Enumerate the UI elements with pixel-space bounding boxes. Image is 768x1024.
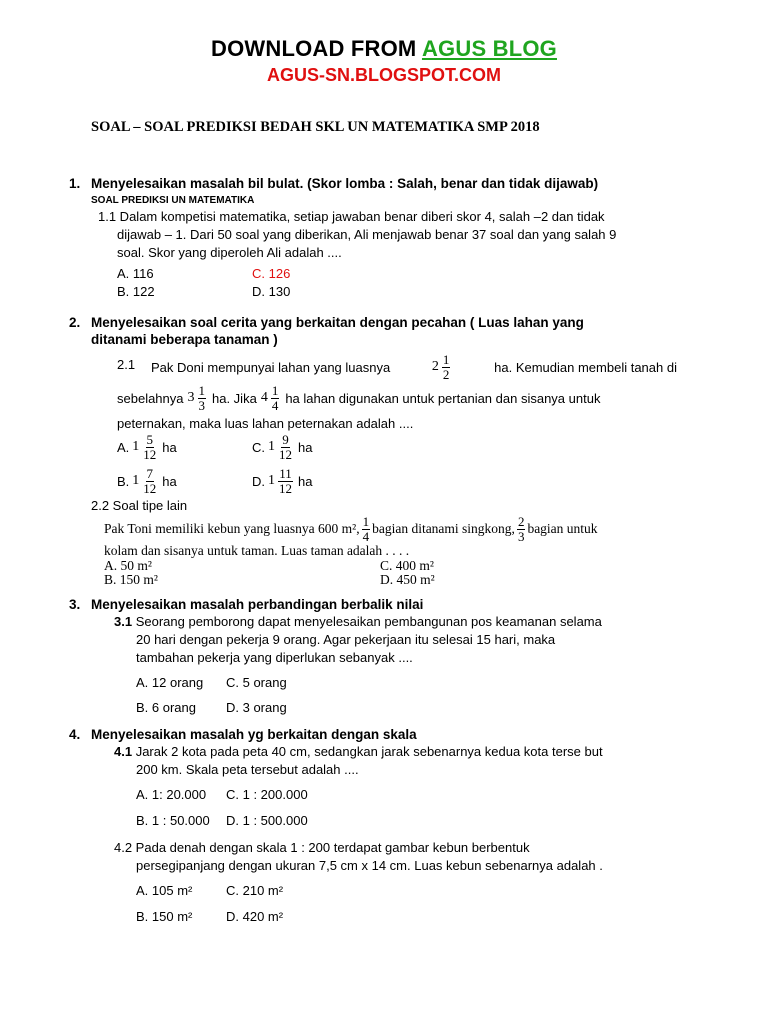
q4-2-line-1: 4.2 Pada denah dengan skala 1 : 200 terdapat gambar kebun berbentuk xyxy=(114,840,530,855)
q3-1-line-3: tambahan pekerja yang diperlukan sebanyak .... xyxy=(136,650,413,665)
q4-2-line-2: persegipanjang dengan ukuran 7,5 cm x 14 cm. Luas kebun sebenarnya adalah . xyxy=(136,858,603,873)
q1-1-line-3: soal. Skor yang diperoleh Ali adalah .... xyxy=(117,245,342,260)
fraction-numerator: 7 xyxy=(146,465,154,481)
q4-1-line-1-text: Jarak 2 kota pada peta 40 cm, sedangkan jarak sebenarnya kedua kota terse but xyxy=(135,744,603,759)
banner-blog-link[interactable]: AGUS BLOG xyxy=(421,36,557,61)
fraction-denominator: 2 xyxy=(442,366,450,382)
q1-1-option-b: B. 122 xyxy=(117,284,155,299)
fraction-numerator: 1 xyxy=(442,351,450,367)
fraction-numerator: 2 xyxy=(517,513,525,529)
fraction-numerator: 1 xyxy=(198,382,205,398)
banner-prefix: DOWNLOAD FROM xyxy=(211,36,422,61)
option-letter: C. xyxy=(252,439,265,455)
q4-1-option-c: C. 1 : 200.000 xyxy=(226,787,308,802)
q4-2-option-c: C. 210 m² xyxy=(226,883,284,898)
fraction-denominator: 12 xyxy=(143,446,157,462)
q2-1-option-c xyxy=(252,432,312,462)
mixed-whole: 1 xyxy=(132,439,140,454)
q1-1-option-c: C. 126 xyxy=(252,266,291,281)
mixed-whole: 1 xyxy=(132,473,140,488)
q2-1-option-b xyxy=(117,466,177,496)
q2-1-text-5: ha lahan digunakan untuk pertanian dan sisanya untuk xyxy=(285,390,601,406)
fraction-denominator: 4 xyxy=(362,528,370,544)
mixed-whole: 1 xyxy=(268,473,275,488)
section-4-number: 4. xyxy=(69,727,81,742)
banner-download-line xyxy=(0,36,768,62)
q2-1-mixed-fraction-2 xyxy=(188,384,209,413)
banner-url[interactable]: AGUS-SN.BLOGSPOT.COM xyxy=(266,65,501,85)
section-4-heading-text: Menyelesaikan masalah yg berkaitan dengan skala xyxy=(91,727,417,742)
document-title: SOAL – SOAL PREDIKSI BEDAH SKL UN MATEMATIKA SMP 2018 xyxy=(91,119,540,135)
q3-1-option-d: D. 3 orang xyxy=(226,700,287,715)
q4-1-option-a: A. 1: 20.000 xyxy=(136,787,207,802)
q2-2-line-2: kolam dan sisanya untuk taman. Luas taman adalah . . . . xyxy=(104,543,410,558)
q2-1-line-1 xyxy=(117,352,677,386)
section-3-heading-text: Menyelesaikan masalah perbandingan berbalik nilai xyxy=(91,597,424,612)
section-1-heading-text: Menyelesaikan masalah bil bulat. (Skor lomba : Salah, benar dan tidak dijawab) xyxy=(91,176,599,191)
mixed-whole: 1 xyxy=(268,439,275,454)
q4-1-number: 4.1 xyxy=(114,744,133,759)
section-4-heading xyxy=(69,727,417,742)
q2-1-number: 2.1 xyxy=(117,357,136,372)
fraction-denominator: 3 xyxy=(198,397,205,413)
section-1-subheading: SOAL PREDIKSI UN MATEMATIKA xyxy=(91,195,255,206)
q4-1-line-2: 200 km. Skala peta tersebut adalah .... xyxy=(136,762,359,777)
q1-1-line-1: 1.1 Dalam kompetisi matematika, setiap jawaban benar diberi skor 4, salah –2 dan tidak xyxy=(98,209,605,224)
option-letter: D. xyxy=(252,473,265,489)
section-2-heading-line-2: ditanami beberapa tanaman ) xyxy=(91,332,278,347)
option-unit: ha xyxy=(162,473,177,489)
q4-2-option-a: A. 105 m² xyxy=(136,883,193,898)
q2-2-option-c: C. 400 m² xyxy=(380,558,434,573)
q4-2-option-b: B. 150 m² xyxy=(136,909,193,924)
q3-1-line-2: 20 hari dengan pekerja 9 orang. Agar pekerjaan itu selesai 15 hari, maka xyxy=(136,632,556,647)
q2-1-text-6: peternakan, maka luas lahan peternakan adalah .... xyxy=(117,416,414,431)
q2-1-mixed-fraction-3 xyxy=(261,384,282,413)
section-2-heading xyxy=(69,315,584,330)
mixed-whole: 4 xyxy=(260,390,268,405)
section-1-number: 1. xyxy=(69,176,81,191)
mixed-whole: 3 xyxy=(187,390,195,405)
fraction-numerator: 5 xyxy=(146,431,154,447)
q2-1-text-2: ha. Kemudian membeli tanah di xyxy=(494,359,677,375)
q4-1-line-1 xyxy=(114,744,603,759)
q4-2-option-d: D. 420 m² xyxy=(226,909,284,924)
q2-2-line-1 xyxy=(104,513,598,545)
q2-2-text-2: bagian ditanami singkong, xyxy=(372,521,515,536)
q2-2-label: 2.2 Soal tipe lain xyxy=(91,498,188,513)
fraction-numerator: 11 xyxy=(279,465,292,481)
section-1-heading xyxy=(69,176,599,191)
option-unit: ha xyxy=(298,473,313,489)
section-3-number: 3. xyxy=(69,597,81,612)
q2-1-option-d xyxy=(252,466,312,496)
fraction-denominator: 12 xyxy=(279,480,292,496)
q2-1-text-1: Pak Doni mempunyai lahan yang luasnya xyxy=(151,359,391,375)
fraction-denominator: 12 xyxy=(279,446,292,462)
q2-2-text-3: bagian untuk xyxy=(527,521,598,536)
q3-1-number: 3.1 xyxy=(114,614,133,629)
section-3-heading xyxy=(69,597,424,612)
fraction-numerator: 1 xyxy=(362,513,370,529)
q3-1-option-c: C. 5 orang xyxy=(226,675,287,690)
section-2-heading-line-1: Menyelesaikan soal cerita yang berkaitan dengan pecahan ( Luas lahan yang xyxy=(91,315,584,330)
q4-1-option-b: B. 1 : 50.000 xyxy=(136,813,210,828)
q2-1-mixed-fraction-1 xyxy=(432,353,453,382)
q2-2-option-a: A. 50 m² xyxy=(104,558,152,573)
q3-1-option-b: B. 6 orang xyxy=(136,700,196,715)
option-letter: B. xyxy=(117,473,130,489)
q3-1-line-1 xyxy=(114,614,602,629)
fraction-denominator: 4 xyxy=(271,397,279,413)
section-2-number: 2. xyxy=(69,315,81,330)
q2-1-option-a xyxy=(117,432,177,462)
fraction-denominator: 12 xyxy=(143,480,157,496)
q2-1-line-2 xyxy=(117,383,677,413)
fraction-denominator: 3 xyxy=(517,528,525,544)
fraction-numerator: 1 xyxy=(271,382,279,398)
fraction-numerator: 9 xyxy=(282,431,289,447)
mixed-whole: 2 xyxy=(431,359,439,374)
q2-1-text-4: ha. Jika xyxy=(212,390,257,406)
option-unit: ha xyxy=(298,439,313,455)
q3-1-line-1-text: Seorang pemborong dapat menyelesaikan pembangunan pos keamanan selama xyxy=(135,614,602,629)
q4-1-option-d: D. 1 : 500.000 xyxy=(226,813,308,828)
option-unit: ha xyxy=(162,439,177,455)
q1-1-option-d: D. 130 xyxy=(252,284,291,299)
q2-2-option-d: D. 450 m² xyxy=(380,572,435,587)
option-letter: A. xyxy=(117,439,130,455)
q1-1-option-a: A. 116 xyxy=(117,266,154,281)
q3-1-option-a: A. 12 orang xyxy=(136,675,204,690)
q2-2-option-b: B. 150 m² xyxy=(104,572,158,587)
q2-1-text-3: sebelahnya xyxy=(117,390,184,406)
q2-2-text-1: Pak Toni memiliki kebun yang luasnya 600 m², xyxy=(104,521,360,536)
q1-1-line-2: dijawab – 1. Dari 50 soal yang diberikan, Ali menjawab benar 37 soal dan yang salah 9 xyxy=(117,227,617,242)
